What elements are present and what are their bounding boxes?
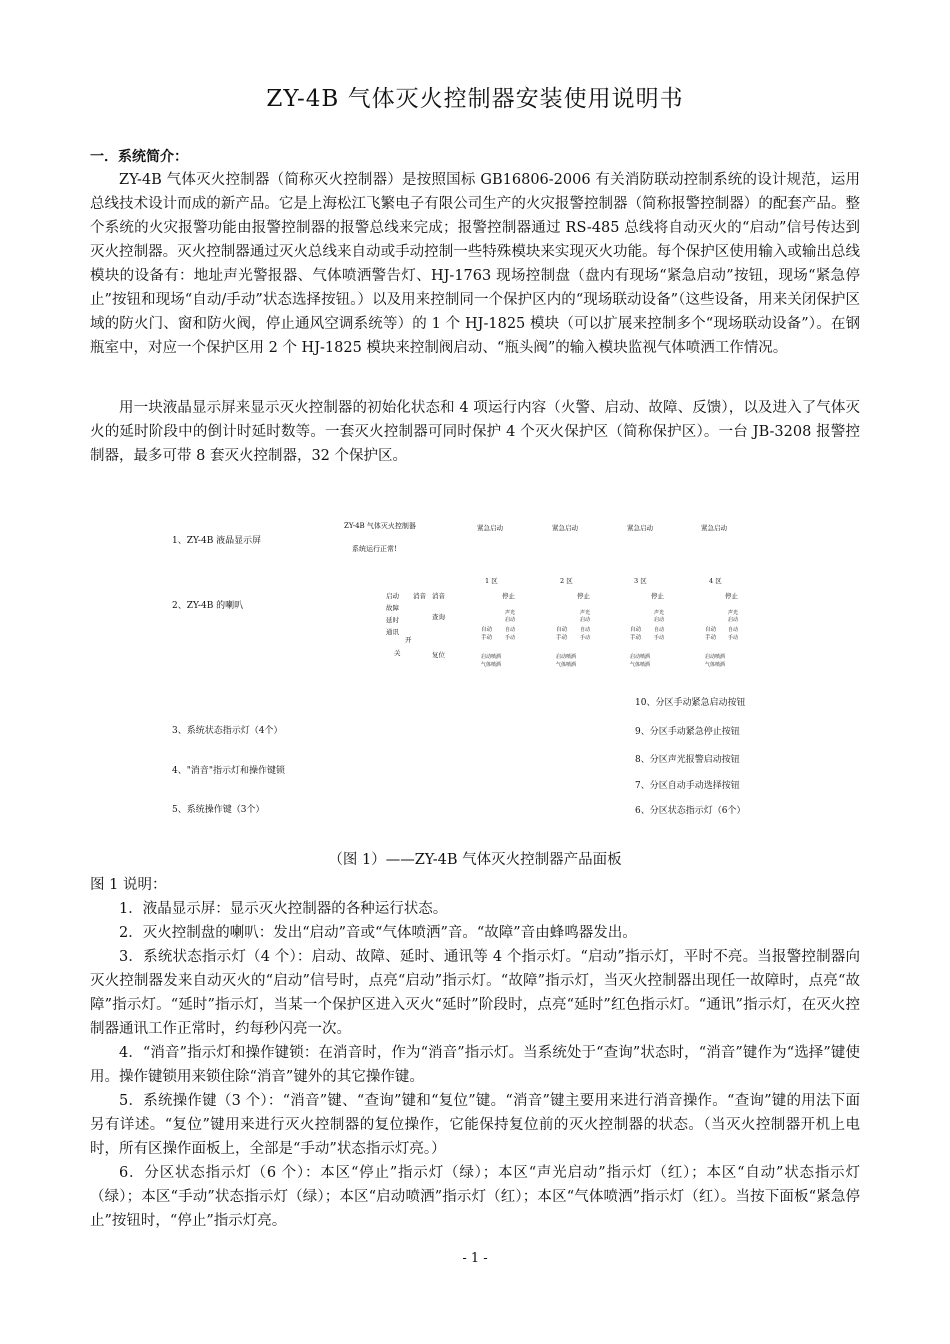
zone4-auto: 自动 (705, 627, 717, 633)
sys-light-delay: 延时 (386, 616, 399, 624)
left-label-2: 2、ZY-4B 的喇叭 (172, 601, 244, 611)
zone1-spray-start: 启动喷洒 (481, 654, 502, 660)
zone4-manual2: 手动 (728, 635, 739, 641)
zone2-manual: 手动 (556, 635, 568, 641)
page-number: - 1 - (462, 1251, 488, 1266)
note-item-4: 4．“消音”指示灯和操作键锁：在消音时，作为“消音”指示灯。当系统处于“查询”状态时，“消音”键作为“选择”键使用。操作键锁用来锁住除“消音”键外的其它操作键。 (90, 1045, 860, 1085)
zone2-sound: 声光 (580, 610, 591, 616)
zone4-start: 紧急启动 (701, 524, 727, 532)
reset-key: 复位 (432, 651, 445, 659)
left-label-4: 4、"消音"指示灯和操作键锁 (172, 766, 286, 776)
zone4-auto2: 自动 (728, 627, 739, 633)
zone2-spray-start: 启动喷洒 (556, 654, 577, 660)
note-item-1: 1．液晶显示屏：显示灭火控制器的各种运行状态。 (119, 901, 448, 917)
zone3-stop: 停止 (651, 592, 664, 600)
zone4-manual: 手动 (705, 635, 717, 641)
zone1-manual2: 手动 (505, 635, 516, 641)
section-heading: 一．系统简介： (90, 149, 188, 165)
note-item-3: 3．系统状态指示灯（4 个）：启动、故障、延时、通讯等 4 个指示灯。“启动”指示灯，平时不亮。当报警控制器向灭火控制器发来自动灭火的“启动”信号时，点亮“启动”指示灯。“故障”指示灯，当灭火控制器出现任一故障时，点亮“故障”指示灯。“延时”指示灯，当某一个保护区进入灭火“延时”阶段时，点亮“延时”红色指示灯。“通讯”指示灯，在灭火控制器通讯工作正常时，约每秒闪亮一次。 (90, 949, 860, 1037)
zone1-auto: 自动 (481, 627, 493, 633)
zone1-auto2: 自动 (505, 627, 516, 633)
zone1-sound: 声光 (505, 610, 516, 616)
right-label-6: 6、分区状态指示灯（6个） (635, 806, 746, 816)
right-label-9: 9、分区手动紧急停止按钮 (635, 727, 740, 737)
zone4-name: 4 区 (709, 577, 722, 585)
intro-paragraph-2: 用一块液晶显示屏来显示灭火控制器的初始化状态和 4 项运行内容（火警、启动、故障、反馈），以及进入了气体灭火的延时阶段中的倒计时延时数等。一套灭火控制器可同时保护 4 个灭火保护区（简称保护区）。一台 JB-3208 报警控制器，最多可带 8 套灭火控制器，32 个保护区。 (90, 400, 860, 464)
right-label-7: 7、分区自动手动选择按钮 (635, 781, 740, 791)
note-item-5: 5．系统操作键（3 个）：“消音”键、“查询”键和“复位”键。“消音”键主要用来进行消音操作。“查询”键的用法下面另有详述。“复位”键用来进行灭火控制器的复位操作，它能保持复位前的灭火控制器的状态。（当灭火控制器开机上电时，所有区操作面板上，全部是“手动”状态指示灯亮。） (90, 1093, 860, 1157)
zone2-name: 2 区 (560, 577, 573, 585)
intro-paragraph-1: ZY-4B 气体灭火控制器（简称灭火控制器）是按照国标 GB16806-2006 有关消防联动控制系统的设计规范，运用总线技术设计而成的新产品。它是上海松江飞繁电子有限公司生产的火灾报警控制器（简称报警控制器）的配套产品。整个系统的火灾报警功能由报警控制器的报警总线来完成；报警控制器通过 RS-485 总线将自动灭火的“启动”信号传达到灭火控制器。灭火控制器通过灭火总线来自动或手动控制一些特殊模块来实现灭火功能。每个保护区使用输入或输出总线模块的设备有：地址声光警报器、气体喷洒警告灯、HJ-1763 现场控制盘（盘内有现场“紧急启动”按钮，现场“紧急停止”按钮和现场“自动/手动”状态选择按钮。）以及用来控制同一个保护区内的“现场联动设备”（这些设备，用来关闭保护区域的防火门、窗和防火阀，停止通风空调系统等）的 1 个 HJ-1825 模块（可以扩展来控制多个“现场联动设备”）。在钢瓶室中，对应一个保护区用 2 个 HJ-1825 模块来控制阀启动、“瓶头阀”的输入模块监视气体喷洒工作情况。 (90, 172, 860, 356)
left-label-3: 3、系统状态指示灯（4个） (172, 726, 283, 736)
zone3-name: 3 区 (634, 577, 647, 585)
zone4-spray-start: 启动喷洒 (705, 654, 726, 660)
query-key: 查询 (432, 613, 445, 621)
zone1-sound2: 启动 (505, 617, 516, 623)
doc-title: ZY-4B 气体灭火控制器安装使用说明书 (266, 86, 684, 112)
zone4-spray: 气体喷洒 (705, 662, 726, 668)
zone3-auto2: 自动 (654, 627, 665, 633)
figure-notes-heading: 图 1 说明： (90, 877, 167, 893)
zone3-start: 紧急启动 (627, 524, 653, 532)
zone2-start: 紧急启动 (552, 524, 578, 532)
zone3-manual: 手动 (630, 635, 642, 641)
zone3-spray: 气体喷洒 (630, 662, 651, 668)
zone4-sound: 声光 (728, 610, 739, 616)
zone2-auto2: 自动 (580, 627, 591, 633)
sys-light-fault: 故障 (386, 604, 399, 612)
lcd-status: 系统运行正常! (352, 545, 397, 553)
zone1-start: 紧急启动 (477, 524, 503, 532)
zone2-manual2: 手动 (580, 635, 591, 641)
right-label-8: 8、分区声光报警启动按钮 (635, 755, 740, 765)
zone3-auto: 自动 (630, 627, 642, 633)
zone1-manual: 手动 (481, 635, 493, 641)
sys-light-start: 启动 (386, 592, 399, 600)
figure-caption: （图 1）——ZY-4B 气体灭火控制器产品面板 (328, 852, 622, 868)
zone3-spray-start: 启动喷洒 (630, 654, 651, 660)
lock-open: 开 (405, 636, 412, 644)
zone1-spray: 气体喷洒 (481, 662, 502, 668)
lcd-title: ZY-4B 气体灭火控制器 (344, 522, 416, 530)
figure-notes-list (90, 897, 860, 1233)
zone4-sound2: 启动 (728, 617, 739, 623)
left-label-1: 1、ZY-4B 液晶显示屏 (172, 536, 262, 546)
lock-close: 关 (394, 649, 401, 657)
zone2-spray: 气体喷洒 (556, 662, 577, 668)
zone3-sound: 声光 (654, 610, 665, 616)
zone2-stop: 停止 (577, 592, 590, 600)
zone3-sound2: 启动 (654, 617, 665, 623)
zone3-manual2: 手动 (654, 635, 665, 641)
zone1-stop: 停止 (502, 592, 515, 600)
zone1-name: 1 区 (485, 577, 498, 585)
zone2-auto: 自动 (556, 627, 568, 633)
sys-light-comm: 通讯 (386, 628, 399, 636)
right-label-10: 10、分区手动紧急启动按钮 (635, 698, 746, 708)
note-item-2: 2．灭火控制盘的喇叭：发出“启动”音或“气体喷洒”音。“故障”音由蜂鸣器发出。 (119, 925, 637, 941)
zone4-stop: 停止 (725, 592, 738, 600)
mute-key: 消音 (432, 592, 445, 600)
mute-light: 消音 (413, 592, 426, 600)
left-label-5: 5、系统操作键（3个） (172, 805, 265, 815)
note-item-6: 6．分区状态指示灯（6 个）：本区“停止”指示灯（绿）；本区“声光启动”指示灯（红）；本区“自动”状态指示灯（绿）；本区“手动”状态指示灯（绿）；本区“启动喷洒”指示灯（红）；本区“气体喷洒”指示灯（红）。当按下面板“紧急停止”按钮时，“停止”指示灯亮。 (90, 1165, 860, 1229)
zone2-sound2: 启动 (580, 617, 591, 623)
